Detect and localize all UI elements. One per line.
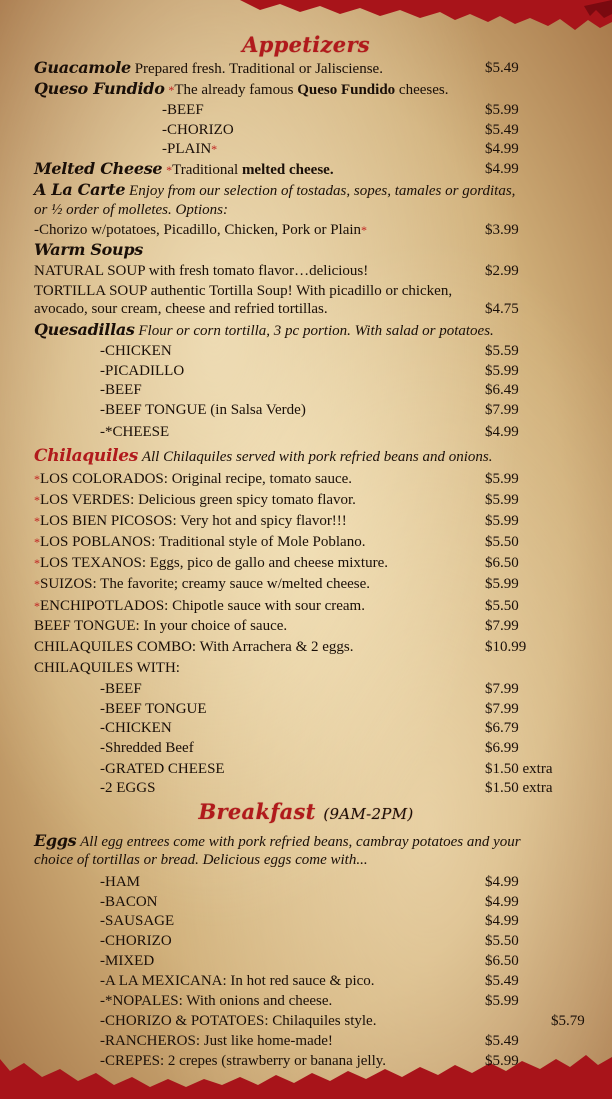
soups-header bbox=[34, 241, 594, 260]
list-item: -BACON $4.99 bbox=[100, 894, 519, 910]
list-item: -CHICKEN $6.79 bbox=[100, 720, 519, 736]
list-item: -CHORIZO $5.50 bbox=[100, 933, 519, 949]
list-item: -BEEF TONGUE $7.99 bbox=[100, 701, 519, 717]
chilaquiles-name: Chilaquiles bbox=[34, 446, 139, 466]
list-item: *LOS BIEN PICOSOS: Very hot and spicy flavor!!! $5.99 bbox=[34, 513, 519, 529]
breakfast-hours: (9AM-2PM) bbox=[323, 805, 414, 823]
chilaquiles-header: Chilaquiles All Chilaquiles served with pork refried beans and onions. bbox=[34, 446, 493, 466]
queso-desc-b: Queso Fundido bbox=[297, 82, 396, 98]
list-item: -MIXED $6.50 bbox=[100, 953, 519, 969]
list-item: -CHORIZO & POTATOES: Chilaquiles style. $5.79 bbox=[100, 1013, 585, 1029]
eggs-header: Eggs All egg entrees come with pork refried beans, cambray potatoes and your bbox=[34, 831, 521, 850]
list-item: *ENCHIPOTLADOS: Chipotle sauce with sour cream. $5.50 bbox=[34, 598, 519, 614]
chilaquiles-with-title: CHILAQUILES WITH: bbox=[34, 660, 180, 676]
list-item: *LOS POBLANOS: Traditional style of Mole Poblano. $5.50 bbox=[34, 534, 519, 550]
list-item: -*NOPALES: With onions and cheese. $5.99 bbox=[100, 993, 519, 1009]
appetizers-title: Appetizers bbox=[242, 32, 370, 57]
list-item: -A LA MEXICANA: In hot red sauce & pico. $5.49 bbox=[100, 973, 519, 989]
natural-soup-row: NATURAL SOUP with fresh tomato flavor…delicious! $2.99 bbox=[34, 263, 519, 279]
melted-name: Melted Cheese bbox=[34, 159, 163, 178]
list-item: *LOS VERDES: Delicious green spicy tomato flavor. $5.99 bbox=[34, 492, 519, 508]
quesadillas-name: Quesadillas bbox=[34, 320, 135, 339]
tortilla-soup-row: TORTILLA SOUP authentic Tortilla Soup! With picadillo or chicken, bbox=[34, 283, 453, 299]
list-item: BEEF TONGUE: In your choice of sauce. $7.99 bbox=[34, 618, 519, 634]
list-item: -CHICKEN $5.59 bbox=[100, 343, 519, 359]
list-item: -GRATED CHEESE $1.50 extra bbox=[100, 761, 553, 777]
list-item: -PICADILLO $5.99 bbox=[100, 363, 519, 379]
queso-desc-a: The already famous bbox=[174, 82, 298, 98]
queso-name: Queso Fundido bbox=[34, 79, 165, 98]
list-item: -*CHEESE $4.99 bbox=[100, 424, 519, 440]
tortilla-soup-row-2: avocado, sour cream, cheese and refried tortillas. $4.75 bbox=[34, 301, 519, 317]
eggs-name: Eggs bbox=[34, 831, 77, 850]
guacamole-name: Guacamole bbox=[34, 58, 131, 77]
list-item: -SAUSAGE $4.99 bbox=[100, 913, 519, 929]
carte-name: A La Carte bbox=[34, 180, 126, 199]
queso-row: Queso Fundido *The already famous Queso Fundido cheeses. bbox=[34, 79, 449, 98]
melted-row: Melted Cheese *Traditional melted cheese. $4.99 bbox=[34, 159, 519, 178]
list-item: -RANCHEROS: Just like home-made! $5.49 bbox=[100, 1033, 519, 1049]
list-item: -BEEF $7.99 bbox=[100, 681, 519, 697]
carte-row: A La Carte Enjoy from our selection of tostadas, sopes, tamales or gorditas, bbox=[34, 180, 516, 199]
list-item: -HAM $4.99 bbox=[100, 874, 519, 890]
soups-title: Warm Soups bbox=[34, 240, 143, 259]
guacamole-price: $5.49 bbox=[485, 60, 519, 76]
list-item: *SUIZOS: The favorite; creamy sauce w/melted cheese. $5.99 bbox=[34, 576, 519, 592]
carte-row-2: or ½ order of molletes. Options: bbox=[34, 202, 229, 218]
carte-item: -Chorizo w/potatoes, Picadillo, Chicken, Pork or Plain* $3.99 bbox=[34, 222, 519, 238]
list-item: -BEEF $6.49 bbox=[100, 382, 519, 398]
breakfast-heading: Breakfast bbox=[198, 799, 316, 824]
list-item: -CHORIZO $5.49 bbox=[162, 122, 519, 138]
list-item: -PLAIN* $4.99 bbox=[162, 141, 519, 157]
guacamole-row bbox=[34, 59, 594, 78]
list-item: -BEEF TONGUE (in Salsa Verde) $7.99 bbox=[100, 402, 519, 418]
quesadillas-header: Quesadillas Flour or corn tortilla, 3 pc portion. With salad or potatoes. bbox=[34, 320, 494, 339]
list-item: -2 EGGS $1.50 extra bbox=[100, 780, 553, 796]
list-item: -Shredded Beef $6.99 bbox=[100, 740, 519, 756]
list-item: *LOS TEXANOS: Eggs, pico de gallo and cheese mixture. $6.50 bbox=[34, 555, 519, 571]
guacamole-desc: Prepared fresh. Traditional or Jalisciense. bbox=[134, 61, 383, 77]
list-item: -CREPES: 2 crepes (strawberry or banana jelly. $5.99 bbox=[100, 1053, 519, 1069]
list-item: CHILAQUILES COMBO: With Arrachera & 2 eggs. $10.99 bbox=[34, 639, 527, 655]
list-item: *LOS COLORADOS: Original recipe, tomato sauce. $5.99 bbox=[34, 471, 519, 487]
breakfast-title bbox=[0, 799, 612, 824]
list-item: -BEEF $5.99 bbox=[162, 102, 519, 118]
eggs-desc-2: choice of tortillas or bread. Delicious eggs come with... bbox=[34, 852, 368, 868]
queso-desc-c: cheeses. bbox=[395, 82, 449, 98]
